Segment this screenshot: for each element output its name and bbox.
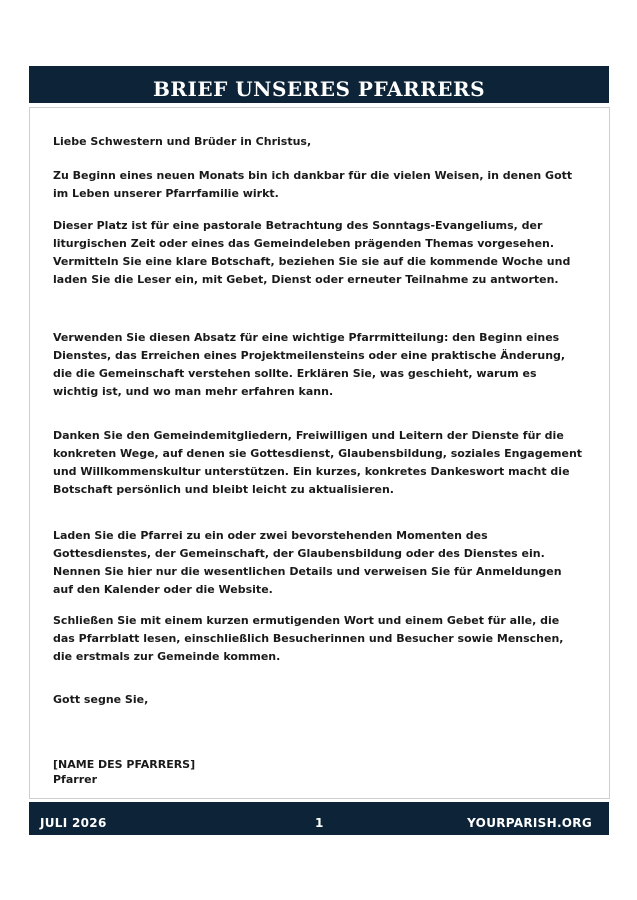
letter-paragraph-4: Danken Sie den Gemeindemitgliedern, Freiwilligen und Leitern der Dienste für die konkreten Wege, auf denen sie Gottesdienst, Glaubensbildung, soziales Engagement und Willkommenskultur unterstützen. Ein kurzes, konkretes Dankeswort macht die Botschaft persönlich und bleibt leicht zu aktualisieren. — [53, 429, 583, 496]
page-number: 1 — [315, 816, 324, 830]
signature-name: [NAME DES PFARRERS] — [53, 758, 196, 771]
letter-paragraph-1: Zu Beginn eines neuen Monats bin ich dankbar für die vielen Weisen, in denen Gott im Leben unserer Pfarrfamilie wirkt. — [53, 169, 573, 200]
letter-closing: Gott segne Sie, — [53, 693, 149, 706]
letter-greeting: Liebe Schwestern und Brüder in Christus, — [53, 135, 312, 148]
letter-paragraph-2: Dieser Platz ist für eine pastorale Betrachtung des Sonntags-Evangeliums, der liturgischen Zeit oder eines das Gemeindeleben prägenden Themas vorgesehen. Vermitteln Sie eine klare Botschaft, beziehen Sie sie auf die kommende Woche und laden Sie die Leser ein, mit Gebet, Dienst oder erneuter Teilnahme zu antworten. — [53, 219, 571, 286]
letter-paragraph-6: Schließen Sie mit einem kurzen ermutigenden Wort und einem Gebet für alle, die das Pfarrblatt lesen, einschließlich Besucherinnen und Besucher sowie Menschen, die erstmals zur Gemeinde kommen. — [53, 614, 564, 663]
footer-date: JULI 2026 — [40, 816, 107, 830]
page-title: BRIEF UNSERES PFARRERS — [152, 77, 486, 101]
page-header — [29, 66, 609, 103]
footer-website: YOURPARISH.ORG — [467, 816, 592, 830]
page-footer — [29, 802, 609, 835]
letter-paragraph-3: Verwenden Sie diesen Absatz für eine wichtige Pfarrmitteilung: den Beginn eines Dienstes, das Erreichen eines Projektmeilensteins oder eine praktische Änderung, die die Gemeinschaft verstehen sollte. Erklären Sie, was geschieht, warum es wichtig ist, und wo man mehr erfahren kann. — [53, 331, 566, 398]
signature-title: Pfarrer — [53, 773, 98, 786]
letter-paragraph-5: Laden Sie die Pfarrei zu ein oder zwei bevorstehenden Momenten des Gottesdienstes, der Gemeinschaft, der Glaubensbildung oder des Dienstes ein. Nennen Sie hier nur die wesentlichen Details und verweisen Sie für Anmeldungen auf den Kalender oder die Website. — [53, 529, 562, 596]
